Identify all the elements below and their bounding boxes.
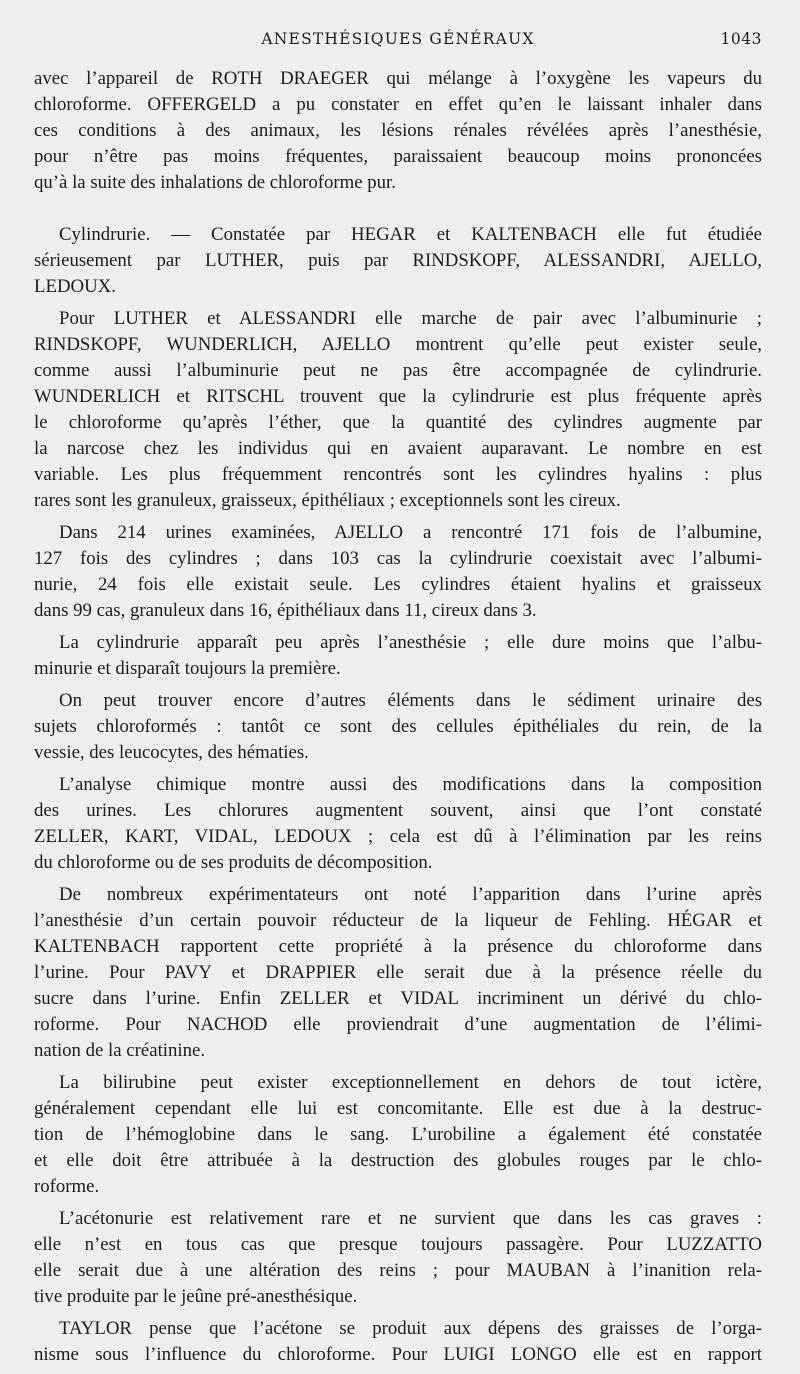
text-line: l’anesthésie d’un certain pouvoir réducteur de la liqueur de Fehling. HÉGAR et: [34, 910, 762, 931]
paragraph: [34, 1070, 762, 1200]
text-line: On peut trouver encore d’autres éléments dans le sédiment urinaire des: [59, 690, 762, 711]
paragraph: [34, 688, 762, 766]
text-line: généralement cependant elle lui est concomitante. Elle est due à la destruc-: [34, 1098, 762, 1119]
paragraph: [34, 882, 762, 1064]
text-line: Pour LUTHER et ALESSANDRI elle marche de pair avec l’albuminurie ;: [59, 308, 762, 329]
page-header: [34, 24, 762, 54]
text-line: dans 99 cas, granuleux dans 16, épithéliaux dans 11, cireux dans 3.: [34, 600, 537, 621]
text-line: RINDSKOPF, WUNDERLICH, AJELLO montrent qu’elle peut exister seule,: [34, 334, 762, 355]
text-line: LEDOUX.: [34, 276, 116, 297]
text-line: De nombreux expérimentateurs ont noté l’apparition dans l’urine après: [59, 884, 762, 905]
body-text: [34, 66, 762, 1374]
paragraph: [34, 630, 762, 682]
text-line: roforme.: [34, 1176, 100, 1197]
text-line: des urines. Les chlorures augmentent souvent, ainsi que l’ont constaté: [34, 800, 762, 821]
text-line: L’analyse chimique montre aussi des modifications dans la composition: [59, 774, 762, 795]
paragraph: [34, 1316, 762, 1368]
text-line: elle n’est en tous cas que presque toujours passagère. Pour LUZZATTO: [34, 1234, 762, 1255]
text-line: 127 fois des cylindres ; dans 103 cas la cylindrurie coexistait avec l’albumi-: [34, 548, 762, 569]
text-line: avec l’appareil de ROTH DRAEGER qui mélange à l’oxygène les vapeurs du: [34, 68, 762, 89]
text-line: tive produite par le jeûne pré-anesthésique.: [34, 1286, 358, 1307]
text-line: variable. Les plus fréquemment rencontrés sont les cylindres hyalins : plus: [34, 464, 762, 485]
text-line: La bilirubine peut exister exceptionnellement en dehors de tout ictère,: [59, 1072, 762, 1093]
text-line: du chloroforme ou de ses produits de décomposition.: [34, 852, 433, 873]
paragraph: [34, 1206, 762, 1310]
text-line: le chloroforme qu’après l’éther, que la quantité des cylindres augmente par: [34, 412, 762, 433]
text-line: ces conditions à des animaux, les lésions rénales révélées après l’anesthésie,: [34, 120, 762, 141]
text-line: tion de l’hémoglobine dans le sang. L’urobiline a également été constatée: [34, 1124, 762, 1145]
text-line: vessie, des leucocytes, des hématies.: [34, 742, 309, 763]
text-line: qu’à la suite des inhalations de chloroforme pur.: [34, 172, 396, 193]
text-line: l’urine. Pour PAVY et DRAPPIER elle serait due à la présence réelle du: [34, 962, 762, 983]
text-line: la narcose chez les individus qui en avaient auparavant. Le nombre en est: [34, 438, 762, 459]
paragraph: [34, 222, 762, 300]
paragraph: [34, 772, 762, 876]
paragraph: [34, 520, 762, 624]
text-line: Dans 214 urines examinées, AJELLO a rencontré 171 fois de l’albumine,: [59, 522, 762, 543]
text-line: elle serait due à une altération des reins ; pour MAUBAN à l’inanition rela-: [34, 1260, 762, 1281]
paragraph: [34, 306, 762, 514]
text-line: sucre dans l’urine. Enfin ZELLER et VIDAL incriminent un dérivé du chlo-: [34, 988, 762, 1009]
page-number: 1043: [720, 30, 762, 48]
text-line: La cylindrurie apparaît peu après l’anesthésie ; elle dure moins que l’albu-: [59, 632, 762, 653]
text-line: minurie et disparaît toujours la première.: [34, 658, 341, 679]
text-line: chloroforme. OFFERGELD a pu constater en effet qu’en le laissant inhaler dans: [34, 94, 762, 115]
text-line: pour n’être pas moins fréquentes, paraissaient beaucoup moins prononcées: [34, 146, 762, 167]
text-line: TAYLOR pense que l’acétone se produit aux dépens des graisses de l’orga-: [59, 1318, 762, 1339]
text-line: WUNDERLICH et RITSCHL trouvent que la cylindrurie est plus fréquente après: [34, 386, 762, 407]
paragraph: [34, 66, 762, 196]
text-line: nisme sous l’influence du chloroforme. Pour LUIGI LONGO elle est en rapport: [34, 1344, 762, 1365]
text-line: Cylindrurie. — Constatée par HEGAR et KALTENBACH elle fut étudiée: [59, 224, 762, 245]
text-line: KALTENBACH rapportent cette propriété à la présence du chloroforme dans: [34, 936, 762, 957]
running-title: ANESTHÉSIQUES GÉNÉRAUX: [261, 30, 535, 48]
text-line: nurie, 24 fois elle existait seule. Les cylindres étaient hyalins et graisseux: [34, 574, 762, 595]
text-line: roforme. Pour NACHOD elle proviendrait d’une augmentation de l’élimi-: [34, 1014, 762, 1035]
text-line: L’acétonurie est relativement rare et ne survient que dans les cas graves :: [59, 1208, 762, 1229]
section-gap: [34, 202, 762, 222]
text-line: comme aussi l’albuminurie peut ne pas être accompagnée de cylindrurie.: [34, 360, 762, 381]
text-line: sujets chloroformés : tantôt ce sont des cellules épithéliales du rein, de la: [34, 716, 762, 737]
text-line: rares sont les granuleux, graisseux, épithéliaux ; exceptionnels sont les cireux.: [34, 490, 621, 511]
text-line: ZELLER, KART, VIDAL, LEDOUX ; cela est dû à l’élimination par les reins: [34, 826, 762, 847]
text-line: nation de la créatinine.: [34, 1040, 206, 1061]
text-line: et elle doit être attribuée à la destruction des globules rouges par le chlo-: [34, 1150, 762, 1171]
text-line: sérieusement par LUTHER, puis par RINDSKOPF, ALESSANDRI, AJELLO,: [34, 250, 762, 271]
